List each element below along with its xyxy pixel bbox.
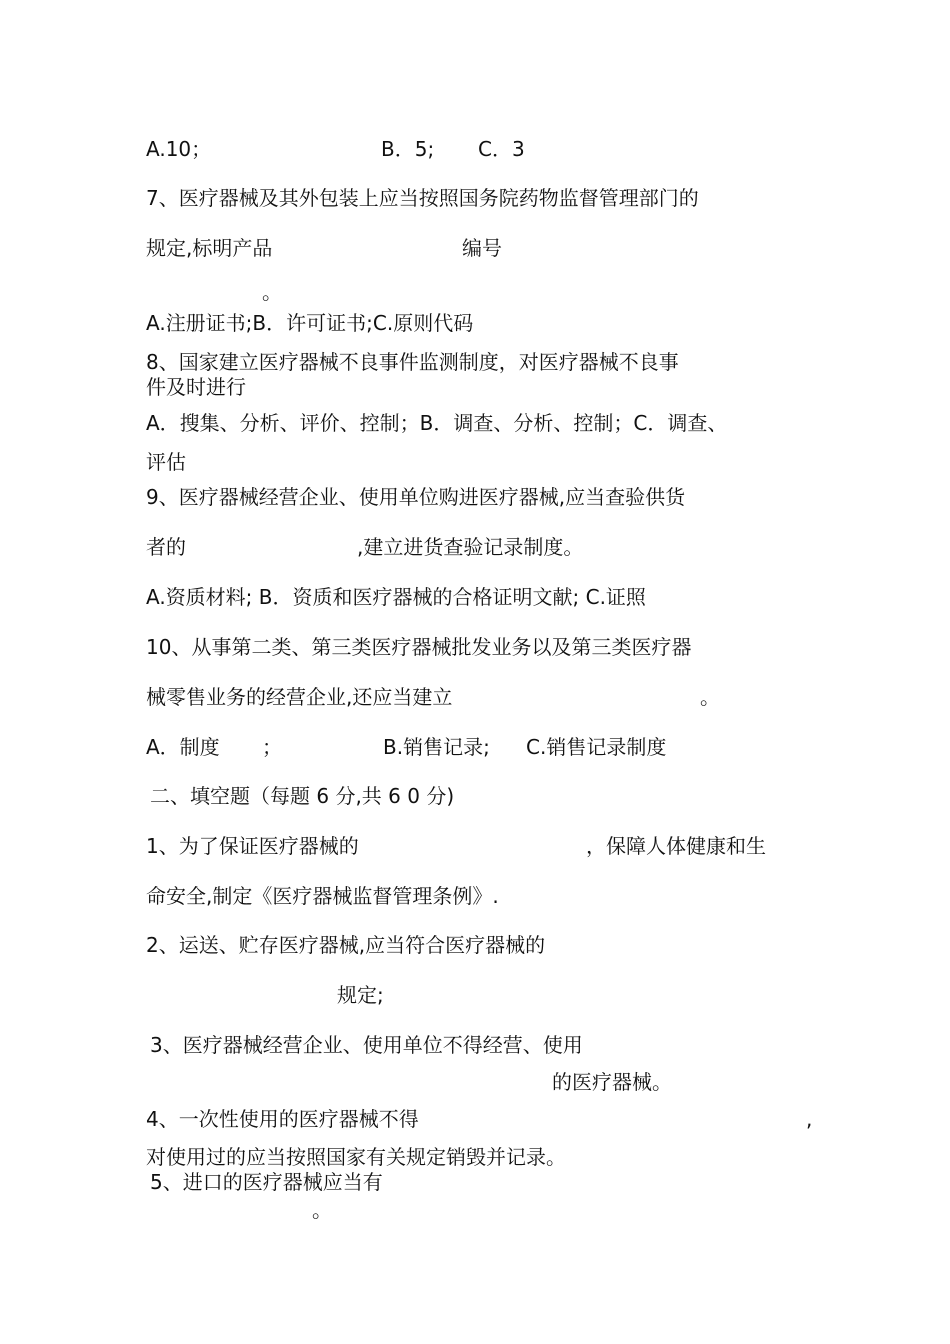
option-a-10: A.10； [146,137,212,161]
question-9-options: A.资质材料; B．资质和医疗器械的合格证明文献; C.证照 [146,585,646,609]
question-10-line-2: 械零售业务的经营企业,还应当建立 [146,685,453,709]
fill-1-line-2: 命安全,制定《医疗器械监督管理条例》. [146,884,499,908]
fill-5-period: 。 [312,1198,332,1222]
fill-4-line-1: 4、一次性使用的医疗器械不得 [146,1107,419,1131]
fill-3-line-1: 3、医疗器械经营企业、使用单位不得经营、使用 [150,1033,583,1057]
fill-1-line-1-tail: ，保障人体健康和生 [586,834,766,858]
question-10-line-1: 10、从事第二类、第三类医疗器械批发业务以及第三类医疗器 [146,635,692,659]
fill-2-line-2: 规定; [337,983,384,1007]
option-c-3: C．3 [478,137,525,161]
fill-4-line-2: 对使用过的应当按照国家有关规定销毁并记录。 [146,1145,566,1169]
fill-3-line-2: 的医疗器械。 [552,1070,672,1094]
question-8-line-2: 件及时进行 [146,375,246,399]
fill-1-line-1: 1、为了保证医疗器械的 [146,834,359,858]
fill-4-comma: , [806,1107,813,1131]
fill-2-line-1: 2、运送、贮存医疗器械,应当符合医疗器械的 [146,933,546,957]
question-7-line-2: 规定,标明产品 [146,236,273,260]
question-7-line-2-tail: 编号 [462,236,502,260]
question-8-line-1: 8、国家建立医疗器械不良事件监测制度，对医疗器械不良事 [146,350,679,374]
question-10-option-b: B.销售记录; [383,735,490,759]
fill-5-line-1: 5、进口的医疗器械应当有 [150,1170,383,1194]
question-9-line-2: 者的 [146,535,186,559]
question-10-period: 。 [700,685,720,709]
question-9-line-1: 9、医疗器械经营企业、使用单位购进医疗器械,应当查验供货 [146,485,686,509]
section-heading-fill-in: 二、填空题（每题 6 分,共 6 0 分) [150,784,455,808]
question-7-period: 。 [262,280,282,304]
question-8-options-line-2: 评估 [146,450,186,474]
question-10-option-a: A．制度 [146,735,220,759]
question-10-option-c: C.销售记录制度 [526,735,667,759]
question-7-options: A.注册证书;B．许可证书;C.原则代码 [146,311,474,335]
question-8-options-line-1: A．搜集、分析、评价、控制；B．调查、分析、控制；C．调查、 [146,411,728,435]
option-b-5: B．5; [381,137,435,161]
question-10-option-a-semicolon: ； [262,735,282,759]
question-7-line-1: 7、医疗器械及其外包装上应当按照国务院药物监督管理部门的 [146,186,699,210]
question-9-line-2-tail: ,建立进货查验记录制度。 [357,535,584,559]
